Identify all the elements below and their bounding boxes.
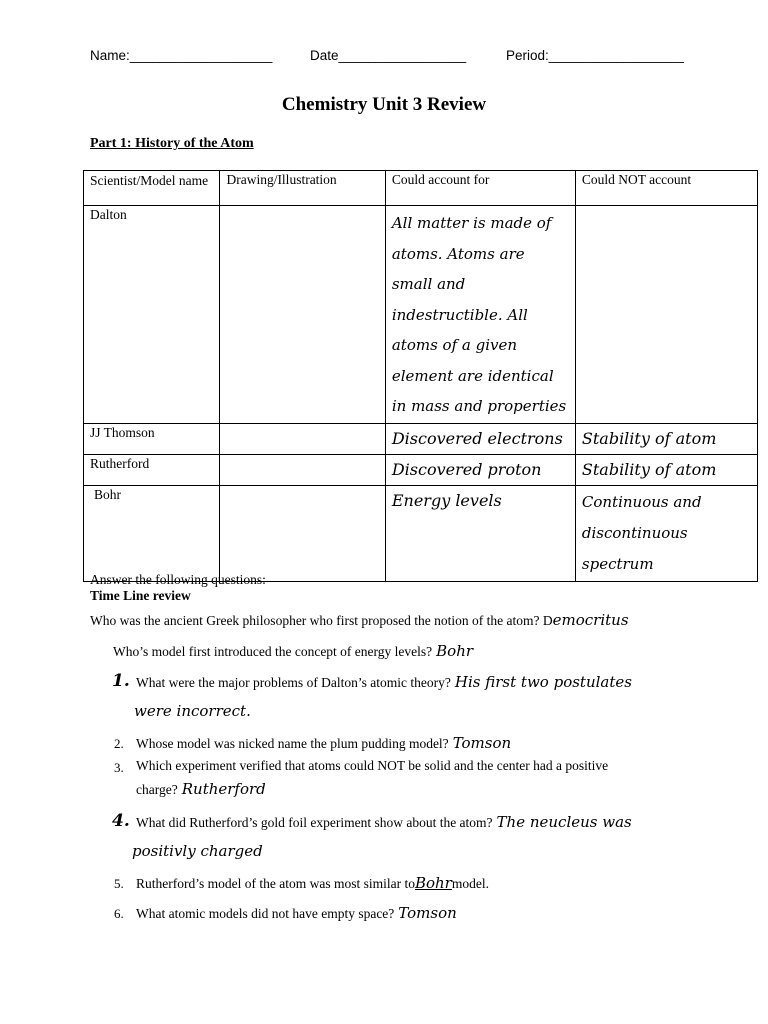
answer-text: Tomson — [398, 904, 457, 922]
cell-drawing[interactable] — [220, 423, 385, 454]
cell-drawing[interactable] — [220, 454, 385, 485]
cell-scientist: Rutherford — [84, 454, 220, 485]
question-number: 6. — [114, 906, 124, 921]
question-number: 2. — [114, 736, 124, 751]
question-number: 5. — [114, 876, 124, 891]
question-text: model. — [451, 876, 489, 891]
instructions: Answer the following questions: — [90, 572, 266, 587]
header-scientist: Scientist/Model name — [84, 171, 220, 206]
answer-continuation: positivly charged — [132, 842, 263, 860]
question-number: 3. — [114, 760, 124, 775]
question-empty-space — [136, 904, 457, 923]
cell-scientist: JJ Thomson — [84, 423, 220, 454]
question-number: 1. — [112, 671, 130, 691]
question-text: charge? — [136, 782, 178, 797]
question-text: Which experiment verified that atoms could NOT be solid and the center had a positive — [136, 758, 609, 773]
question-text: Who’s model first introduced the concept of energy levels? — [113, 644, 433, 659]
header-not-account: Could NOT account — [575, 171, 757, 206]
table-row — [84, 454, 758, 485]
question-similar-model — [136, 874, 489, 893]
cell-drawing[interactable] — [220, 485, 385, 581]
cell-account-for: All matter is made of atoms. Atoms are small and indestructible. All atoms of a given element are identical in mass and properties — [385, 206, 575, 424]
cell-not-account[interactable] — [575, 206, 757, 424]
answer-text: His first two postulates — [454, 673, 632, 691]
answer-text: emocritus — [552, 611, 629, 629]
table-row — [84, 485, 758, 581]
answer-continuation: were incorrect. — [134, 702, 251, 720]
question-text: What did Rutherford’s gold foil experiment show about the atom? — [136, 815, 493, 830]
header-account-for: Could account for — [385, 171, 575, 206]
cell-not-account: Stability of atom — [575, 454, 757, 485]
cell-account-for: Discovered electrons — [385, 423, 575, 454]
answer-text: The neucleus was — [496, 813, 632, 831]
question-text: Whose model was nicked name the plum pudding model? — [136, 736, 449, 751]
answer-text: Tomson — [452, 734, 512, 752]
question-solid-atom — [136, 780, 266, 799]
question-text: What atomic models did not have empty space? — [136, 906, 395, 921]
answer-text: Bohr — [436, 642, 474, 660]
cell-account-for: Energy levels — [385, 485, 575, 581]
header-drawing: Drawing/Illustration — [220, 171, 385, 206]
question-text: Who was the ancient Greek philosopher who first proposed the notion of the atom? D — [90, 613, 553, 628]
question-gold-foil — [136, 813, 632, 832]
question-text: What were the major problems of Dalton’s atomic theory? — [136, 675, 451, 690]
question-plum-pudding — [136, 734, 511, 753]
table-row — [84, 206, 758, 424]
cell-drawing[interactable] — [220, 206, 385, 424]
atom-history-table — [83, 170, 758, 582]
question-dalton-problems — [136, 673, 632, 692]
cell-account-for: Discovered proton — [385, 454, 575, 485]
table-header-row — [84, 171, 758, 206]
cell-scientist: Bohr — [84, 485, 220, 581]
question-number: 4. — [112, 811, 130, 831]
timeline-heading: Time Line review — [90, 588, 191, 603]
question-text: Rutherford’s model of the atom was most similar to — [136, 876, 415, 891]
table-row — [84, 423, 758, 454]
part1-heading: Part 1: History of the Atom — [90, 136, 254, 151]
question-energy-levels — [113, 642, 473, 661]
page-title: Chemistry Unit 3 Review — [281, 94, 487, 115]
name-field[interactable]: Name:___________________ — [90, 48, 273, 63]
answer-text: Bohr — [414, 874, 452, 892]
period-field[interactable]: Period:__________________ — [506, 48, 684, 63]
cell-scientist: Dalton — [84, 206, 220, 424]
cell-not-account: Continuous and discontinuous spectrum — [575, 485, 757, 581]
cell-not-account: Stability of atom — [575, 423, 757, 454]
question-philosopher — [90, 611, 629, 630]
answer-text: Rutherford — [181, 780, 266, 798]
date-field[interactable]: Date_________________ — [310, 48, 467, 63]
